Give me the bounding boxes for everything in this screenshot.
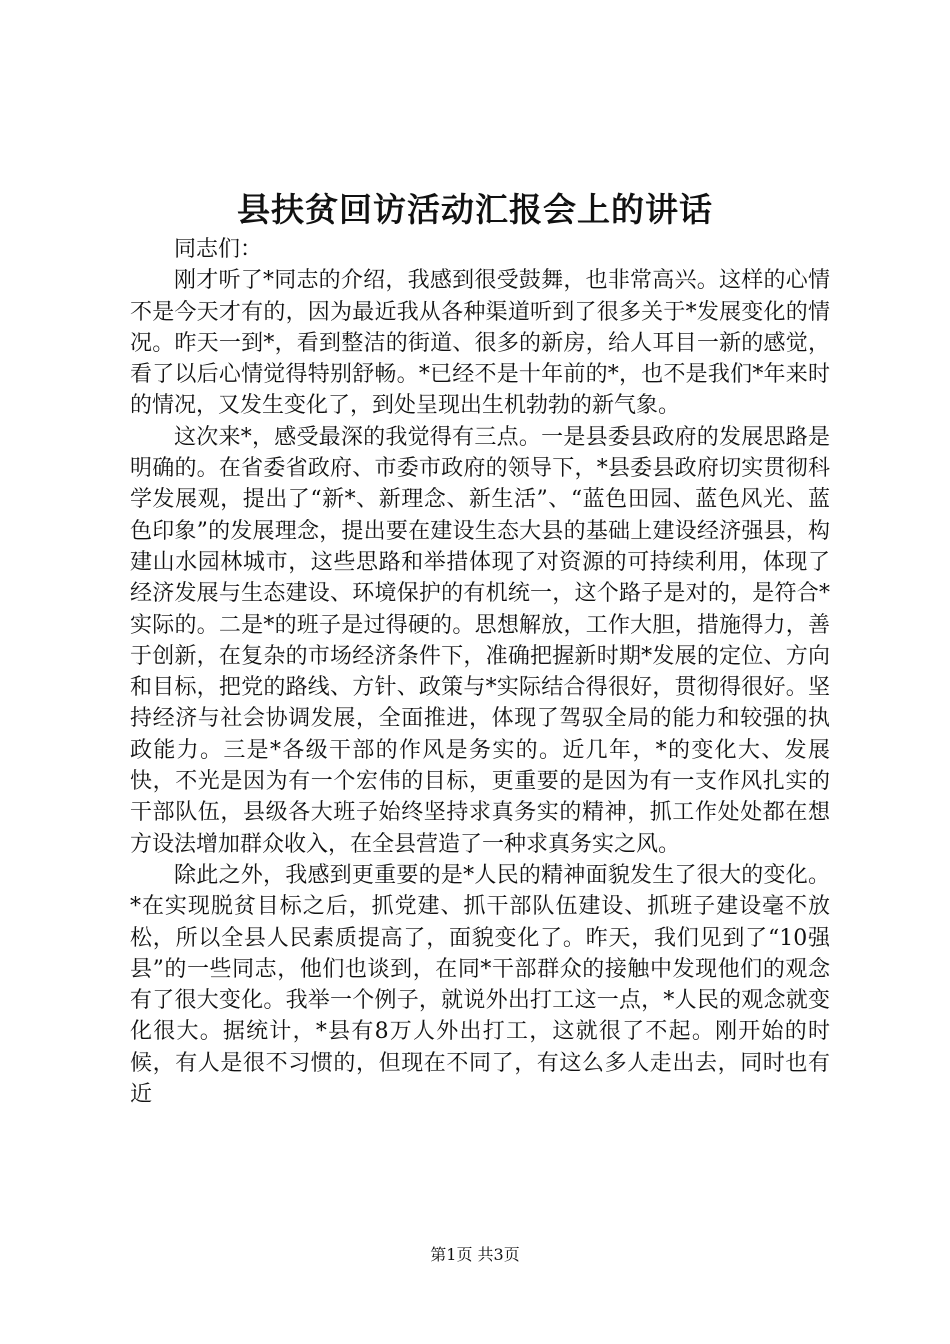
- paragraph-2: 这次来*，感受最深的我觉得有三点。一是县委县政府的发展思路是明确的。在省委省政府、市委市政府的领导下，*县委县政府切实贯彻科学发展观，提出了“新*、新理念、新生活”、“蓝色田园、蓝色风光、蓝色印象”的发展理念，提出要在建设生态大县的基础上建设经济强县，构建山水园林城市，这些思路和举措体现了对资源的可持续利用，体现了经济发展与生态建设、环境保护的有机统一，这个路子是对的，是符合*实际的。二是*的班子是过得硬的。思想解放，工作大胆，措施得力，善于创新，在复杂的市场经济条件下，准确把握新时期*发展的定位、方向和目标，把党的路线、方针、政策与*实际结合得很好，贯彻得很好。坚持经济与社会协调发展，全面推进，体现了驾驭全局的能力和较强的执政能力。三是*各级干部的作风是务实的。近几年，*的变化大、发展快，不光是因为有一个宏伟的目标，更重要的是因为有一支作风扎实的干部队伍，县级各大班子始终坚持求真务实的精神，抓工作处处都在想方设法增加群众收入，在全县营造了一种求真务实之风。: [130, 424, 830, 857]
- page-footer: [0, 1244, 950, 1266]
- paragraph-1: 刚才听了*同志的介绍，我感到很受鼓舞，也非常高兴。这样的心情不是今天才有的，因为最近我从各种渠道听到了很多关于*发展变化的情况。昨天一到*，看到整洁的街道、很多的新房，给人耳目一新的感觉，看了以后心情觉得特别舒畅。*已经不是十年前的*，也不是我们*年来时的情况，又发生变化了，到处呈现出生机勃勃的新气象。: [130, 268, 830, 419]
- document-title: 县扶贫回访活动汇报会上的讲话: [237, 190, 713, 229]
- salutation: 同志们：: [174, 237, 263, 262]
- paragraph-3: 除此之外，我感到更重要的是*人民的精神面貌发生了很大的变化。*在实现脱贫目标之后，抓党建、抓干部队伍建设、抓班子建设毫不放松，所以全县人民素质提高了，面貌变化了。昨天，我们见到了“10强县”的一些同志，他们也谈到，在同*干部群众的接触中发现他们的观念有了很大变化。我举一个例子，就说外出打工这一点，*人民的观念就变化很大。据统计，*县有8万人外出打工，这就很了不起。刚开始的时候，有人是很不习惯的，但现在不同了，有这么多人走出去，同时也有近: [130, 862, 830, 1108]
- page-number: 第1页 共3页: [430, 1245, 520, 1264]
- document-body: [130, 234, 830, 1110]
